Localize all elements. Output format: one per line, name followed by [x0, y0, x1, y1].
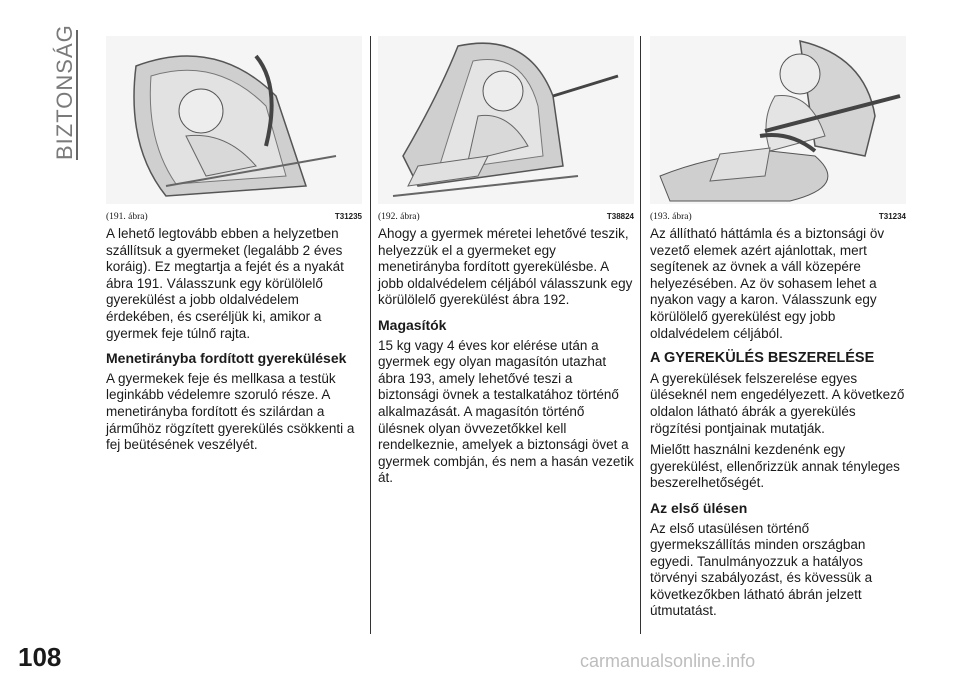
figure-caption: [106, 204, 362, 226]
figure-code: T38824: [606, 212, 634, 221]
section-title: BIZTONSÁG: [52, 24, 77, 160]
section-heading: A GYEREKÜLÉS BESZERELÉSE: [650, 350, 875, 367]
figure-code: T31234: [878, 212, 906, 221]
figure-number: (191. ábra): [106, 212, 148, 222]
section-tab: [52, 24, 78, 160]
column-3: [650, 36, 906, 620]
subheading: Az első ülésen: [650, 499, 748, 516]
column-divider: [640, 36, 641, 634]
infant-seat-illustration: [106, 36, 362, 204]
figure-191-rear-facing-infant-seat: [106, 36, 362, 204]
paragraph: A gyerekülések felszerelése egyes üléseknél nem engedélyezett. A következő oldalon látható ábrák a gyerekülés rögzítési pontjainak mutatják.: [650, 370, 905, 436]
paragraph: Mielőtt használni kezdenénk egy gyerekülést, ellenőrizzük annak tényleges beszerelhetőségét.: [650, 442, 900, 491]
figure-193-booster-seat: [650, 36, 906, 204]
paragraph: A lehető legtovább ebben a helyzetben szállítsuk a gyermeket (legalább 2 éves koráig). Ez megtartja a fejét és a nyakát ábra 191. Válasszunk egy körülölelő gyerekülést a jobb oldalvédelem érdekében, és cseréljük ki, amikor a gyermek feje túlnő rajta.: [106, 226, 344, 341]
paragraph: A gyermekek feje és mellkasa a testük leginkább védelemre szoruló része. A menetirányba fordított és szilárdan a járműhöz rögzített gyerekülés csökkenti a fej beütésének veszélyét.: [106, 370, 355, 453]
child-seat-illustration: [378, 36, 634, 204]
subheading: Magasítók: [378, 316, 447, 333]
figure-code: T31235: [334, 212, 362, 221]
column-2: [378, 36, 634, 487]
column-divider: [370, 36, 371, 634]
figure-number: (193. ábra): [650, 212, 692, 222]
paragraph: Az állítható háttámla és a biztonsági öv vezető elemek azért ajánlottak, mert segítenek az övnek a váll közepére helyezésében. Az öv sohasem lehet a nyakon vagy a karon. Válasszunk egy körülölelő gyerekülést egy jobb oldalvédelem céljából.: [650, 226, 885, 341]
figure-caption: [650, 204, 906, 226]
booster-seat-illustration: [650, 36, 906, 204]
column-1: [106, 36, 362, 454]
watermark: carmanualsonline.info: [580, 651, 756, 671]
figure-caption: [378, 204, 634, 226]
figure-number: (192. ábra): [378, 212, 420, 222]
paragraph: Az első utasülésen történő gyermekszállítás minden országban egyedi. Tanulmányozzuk a hatályos törvényi szabályozást, és kövessük a következőkben látható ábrán jelzett útmutatást.: [650, 520, 873, 619]
figure-192-forward-facing-child-seat: [378, 36, 634, 204]
page-number: 108: [18, 642, 62, 672]
paragraph: Ahogy a gyermek méretei lehetővé teszik, helyezzük el a gyermeket egy menetirányba fordított gyerekülésbe. A jobb oldalvédelem céljából válasszunk egy körülölelő gyerekülést ábra 192.: [378, 226, 633, 308]
paragraph: 15 kg vagy 4 éves kor elérése után a gyermek egy olyan magasítón utazhat ábra 193, amely lehetővé teszi a biztonsági övnek a testalkatához történő alkalmazását. A magasítón történő ülésnek olyan övvezetőkkel kell rendelkeznie, amelyek a biztonsági övet a gyermek combján, és nem a hasán vezetik át.: [378, 337, 634, 486]
subheading: Menetirányba fordított gyerekülések: [106, 350, 347, 367]
